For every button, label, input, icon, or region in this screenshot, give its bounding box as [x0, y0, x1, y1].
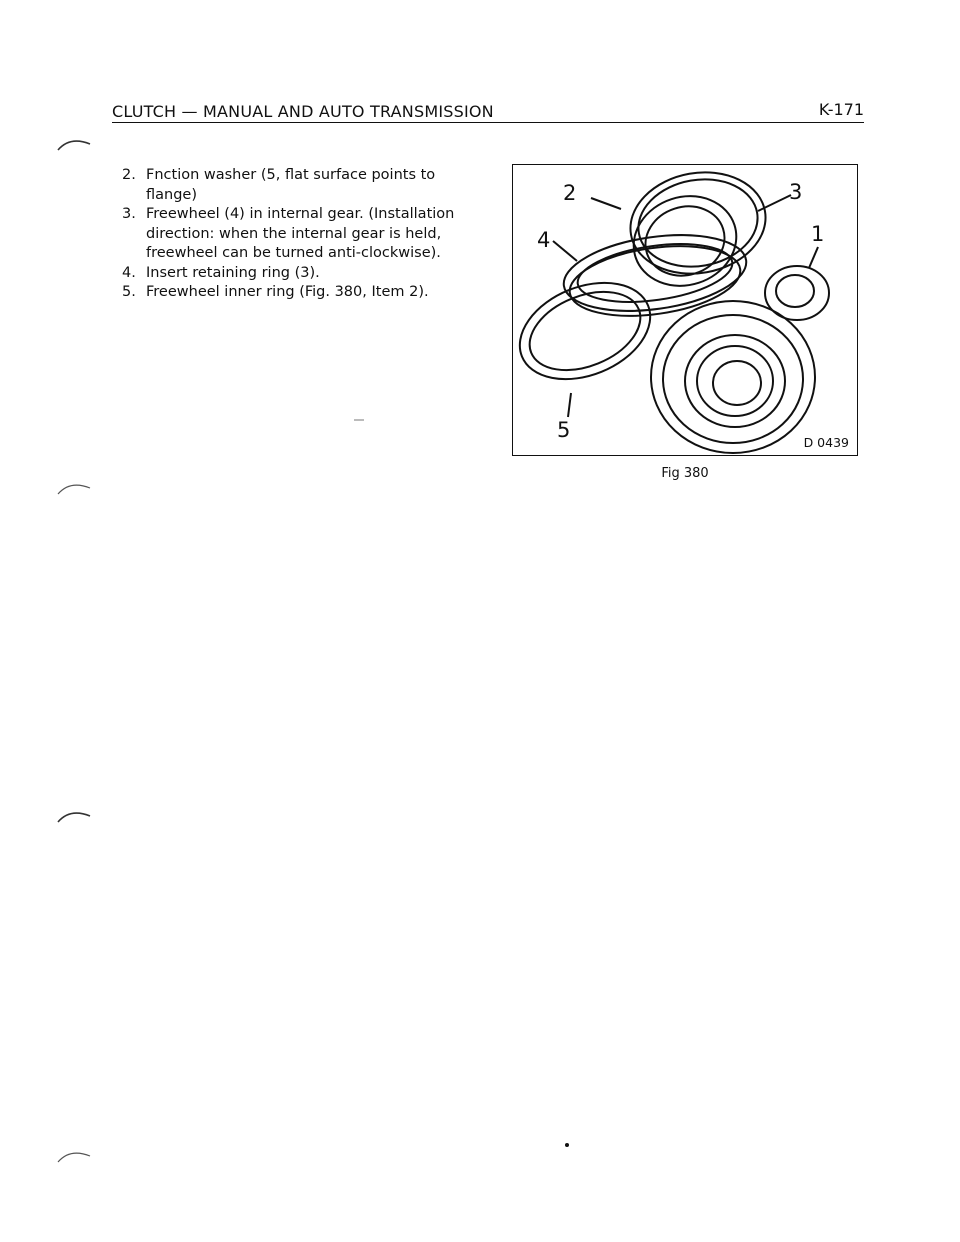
margin-mark: [56, 478, 96, 498]
margin-mark: [56, 806, 96, 826]
freewheel-drawing: [559, 225, 751, 326]
step-text: Freewheel inner ring (Fig. 380, Item 2).: [146, 284, 429, 300]
step-text: Freewheel (4) in internal gear. (Installation direction: when the internal gear is held, freewheel can be turned anti-clockwise).: [146, 206, 455, 261]
step-number: 4.: [122, 264, 136, 281]
callout-label: 4: [537, 228, 551, 252]
step-number: 5.: [122, 284, 136, 300]
callout-label: 3: [789, 180, 803, 204]
step-number: 3.: [122, 206, 136, 222]
figure-caption: Fig 380: [661, 466, 709, 481]
speck: [354, 418, 366, 422]
margin-mark: [56, 134, 96, 154]
page-number: K-171: [818, 100, 864, 119]
friction-washer-drawing: [513, 265, 665, 398]
step-number: 2.: [122, 167, 136, 183]
figure-frame: [512, 164, 858, 456]
figure-code: D 0439: [803, 435, 849, 450]
exploded-parts-drawing: [513, 165, 859, 457]
callout-label: 1: [811, 222, 825, 246]
callout-label: 5: [557, 418, 571, 442]
speck: [564, 1142, 570, 1148]
margin-mark: [56, 1146, 96, 1166]
list-item: [122, 205, 462, 264]
list-item: [122, 264, 462, 284]
list-item: [122, 166, 462, 205]
retaining-ring-drawing: [622, 165, 773, 284]
running-header-title: CLUTCH — MANUAL AND AUTO TRANSMISSION: [112, 102, 494, 121]
instruction-list: [122, 166, 462, 303]
internal-gear-drawing: [651, 301, 815, 453]
step-text: Insert retaining ring (3).: [146, 264, 320, 281]
list-item: [122, 283, 462, 303]
header-rule: [112, 122, 864, 123]
step-text: Fnction washer (5, flat surface points to flange): [146, 167, 436, 203]
callout-label: 2: [563, 181, 577, 205]
